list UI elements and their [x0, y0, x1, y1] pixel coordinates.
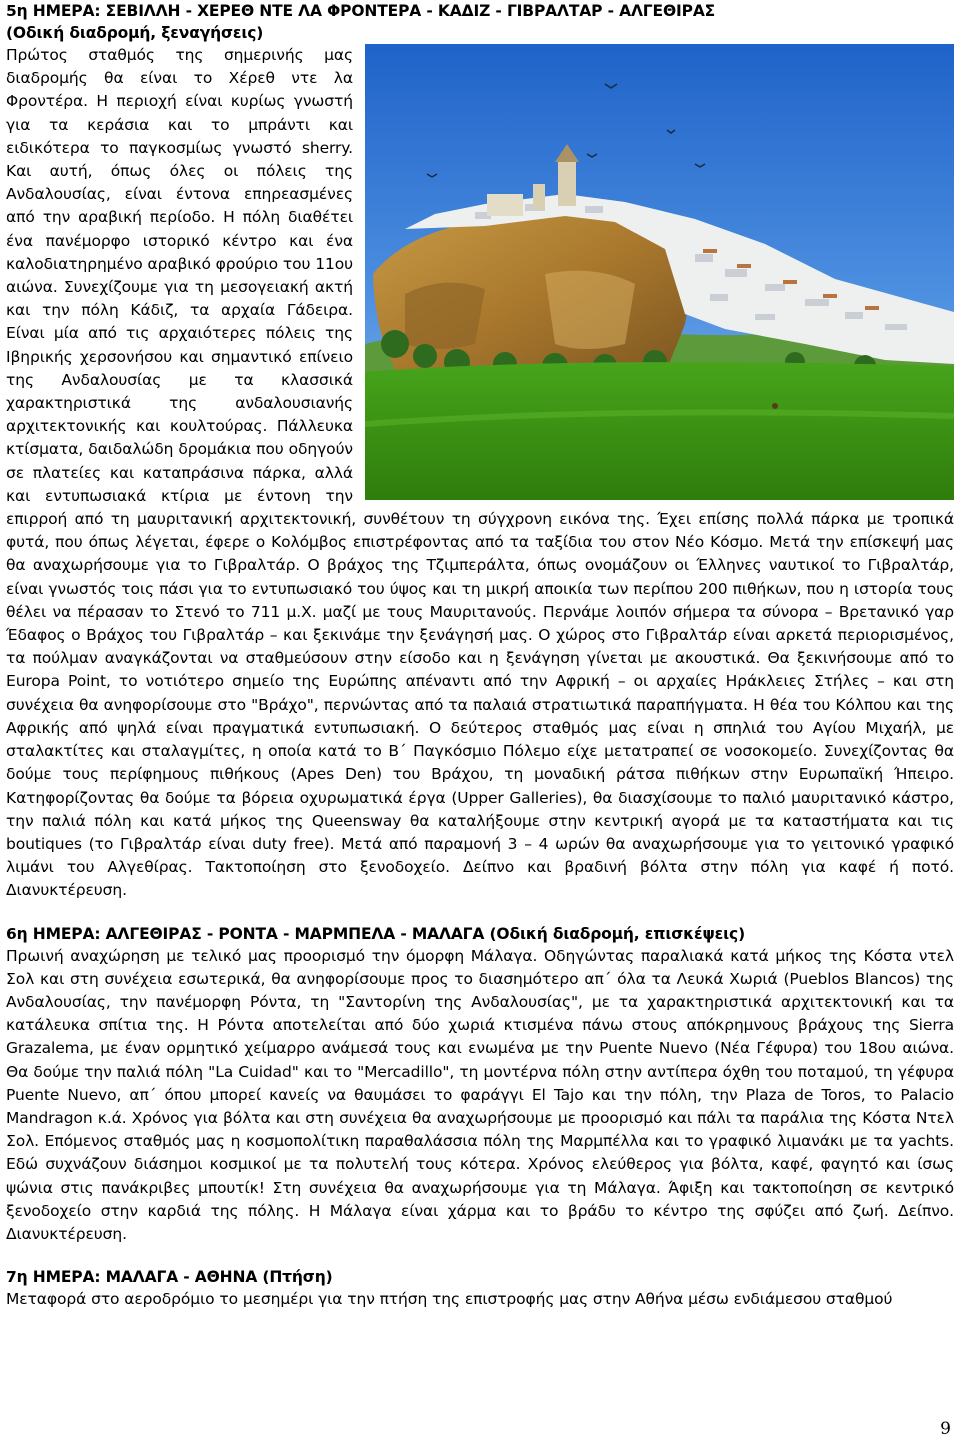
page-number: 9: [940, 1419, 951, 1439]
day5-subtitle: [6, 22, 954, 44]
hilltop-town-photo: [365, 44, 954, 500]
day7-title: 7η ΗΜΕΡΑ: ΜΑΛΑΓΑ - ΑΘΗΝΑ (Πτήση): [6, 1268, 333, 1287]
day5-title-line1: 5η ΗΜΕΡΑ: ΣΕΒΙΛΛΗ - ΧΕΡΕΘ ΝΤΕ ΛΑ ΦΡΟΝΤΕΡΑ - ΚΑΔΙΖ - ΓΙΒΡΑΛΤΑΡ - ΑΛΓΕΘΙΡΑΣ: [6, 2, 716, 20]
section-gap: [6, 1246, 954, 1266]
hilltop-white-town-photo-icon: [365, 44, 954, 500]
section-gap: [6, 903, 954, 923]
day7-description: Μεταφορά στο αεροδρόμιο το μεσημέρι για την πτήση της επιστροφής μας στην Αθήνα μέσω ενδιάμεσου σταθμού: [6, 1290, 893, 1309]
day6-title: 6η ΗΜΕΡΑ: ΑΛΓΕΘΙΡΑΣ - ΡΟΝΤΑ - ΜΑΡΜΠΕΛΑ - ΜΑΛΑΓΑ (Οδική διαδρομή, επισκέψεις): [6, 924, 746, 943]
day5-title: [6, 0, 954, 22]
day5-title-line2: (Οδική διαδρομή, ξεναγήσεις): [6, 24, 264, 42]
document-page: [6, 0, 954, 1311]
day5-description: Πρώτος σταθμός της σημερινής μας διαδρομής θα είναι το Χέρεθ ντε λα Φροντέρα. Η περιοχή είναι κυρίως γνωστή για τα κεράσια και το μπράντι και ειδικότερα το παγκοσμίως γνωστό sherry. Και αυτή, όπως όλες οι πόλεις της Ανδαλουσίας, είναι έντονα επηρεασμένες από την αραβική περίοδο. Η πόλη διαθέτει ένα πανέμορφο ιστορικό κέντρο και ένα καλοδιατηρημένο αραβικό φρούριο του 11ου αιώνα. Συνεχίζουμε για τη μεσογειακή ακτή και την πόλη Κάδιζ, τα αρχαία Γάδειρα. Είναι μία από τις αρχαιότερες πόλεις της Ιβηρικής χερσονήσου και σημαντικό επίνειο της Ανδαλουσίας με τα κλασσικά χαρακτηριστικά της ανδαλουσιανής αρχιτεκτονικής και κουλτούρας. Πάλλευκα κτίσματα, δαιδαλώδη δρομάκια που οδηγούν σε πλατείες και καταπράσινα πάρκα, αλλά και εντυπωσιακά κτίρια με έντονη την επιρροή από τη μαυριτανική αρχιτεκτονική, συνθέτουν τη σύγχρονη εικόνα της. Έχει επίσης πολλά πάρκα με τροπικά φυτά, που όπως λέγεται, έφερε ο Κολόμβος επιστρέφοντας από τα ταξίδια του στον Νέο Κόσμο. Μετά την επίσκεψή μας θα αναχωρήσουμε για το Γιβραλτάρ. Ο βράχος της Τζιμπεράλτα, όπως ονομάζουν οι Έλληνες ναυτικοί το Γιβραλτάρ, είναι γνωστός τοις πάσι για το εντυπωσιακό του ύψος και τη μικρή αποικία των περίπου 200 πιθήκων, που η ιστορία τους θέλει να πέρασαν το Στενό το 711 μ.Χ. μαζί με τους Μαυριτανούς. Περνάμε λοιπόν σήμερα τα σύνορα – Βρετανικό γαρ Έδαφος ο Βράχος του Γιβραλτάρ – και ξεκινάμε την ξενάγησή μας. Ο χώρος στο Γιβραλτάρ είναι αρκετά περιορισμένος, τα πούλμαν αναγκάζονται να σταθμεύσουν στην είσοδο και η ξενάγηση γίνεται με ακουστικά. Θα ξεκινήσουμε από το Europa Point, το νοτιότερο σημείο της Ευρώπης απέναντι από την Αφρική – οι αρχαίες Ηράκλειες Στήλες – και στη συνέχεια θα ανηφορίσουμε στο "Βράχο", περνώντας από τα παλαιά στρατιωτικά παραπήγματα. Η θέα του Κόλπου και της Αφρικής από ψηλά είναι πραγματικά εντυπωσιακή. Ο δεύτερος σταθμός μας είναι η σπηλιά του Αγίου Μιχαήλ, με σταλακτίτες και σταλαγμίτες, η οποία κατά το Β΄ Παγκόσμιο Πόλεμο είχε μετατραπεί σε νοσοκομείο. Συνεχίζοντας θα δούμε τους περίφημους πιθήκους (Apes Den) του Βράχου, τη μοναδική ράτσα πιθήκων στην Ευρωπαϊκή Ήπειρο. Κατηφορίζοντας θα δούμε τα βόρεια οχυρωματικά έργα (Upper Galleries), θα διασχίσουμε το παλιό μαυριτανικό κάστρο, την παλιά πόλη και κατά μήκος της Queensway θα καταλήξουμε στην κεντρική αγορά με τα καταστήματα και τις boutiques (το Γιβραλτάρ είναι duty free). Μετά από παραμονή 3 – 4 ωρών θα αναχωρήσουμε για το γειτονικό γραφικό λιμάνι του Αλγεθίρας. Τακτοποίηση στο ξενοδοχείο. Δείπνο και βραδινή βόλτα στην πόλη για καφέ ή ποτό. Διανυκτέρευση.: [6, 46, 954, 900]
day6-description: Πρωινή αναχώρηση με τελικό μας προορισμό την όμορφη Μάλαγα. Οδηγώντας παραλιακά κατά μήκος της Κόστα ντελ Σολ και στη συνέχεια εσωτερικά, θα ανηφορίσουμε προς το διασημότερο απ΄ όλα τα Λευκά Χωριά (Pueblos Blancos) της Ανδαλουσίας, την πανέμορφη Ρόντα, τη "Σαντορίνη της Ανδαλουσίας", με τα χαρακτηριστικά αρχιτεκτονική και τα κατάλευκα σπίτια της. Η Ρόντα αποτελείται από δύο χωριά κτισμένα πάνω στους απόκρημνους βράχους της Sierra Grazalema, με έναν ορμητικό χείμαρρο ανάμεσά τους και ενωμένα με την Puente Nuevo (Νέα Γέφυρα) του 18ου αιώνα. Θα δούμε την παλιά πόλη "La Cuidad" και το "Mercadillo", τη μοντέρνα πόλη στην αντίπερα όχθη του ποταμού, τη γέφυρα Puente Nuevo, απ΄ όπου μπορεί κανείς να θαυμάσει το φαράγγι El Tajo και την πόλη, την Plaza de Toros, το Palacio Mandragon κ.ά. Χρόνος για βόλτα και στη συνέχεια θα αναχωρήσουμε με προορισμό και πάλι τα παράλια της Κόστα Ντελ Σολ. Επόμενος σταθμός μας η κοσμοπολίτικη παραθαλάσσια πόλη της Μαρμπέλλα και το γραφικό λιμανάκι με τα yachts. Εδώ συχνάζουν διάσημοι κοσμικοί με τα πολυτελή τους κότερα. Χρόνος ελεύθερος για βόλτα, καφέ, φαγητό και ίσως ψώνια στις πανάκριβες μπουτίκ! Στη συνέχεια θα αναχωρήσουμε για τη Μάλαγα. Άφιξη και τακτοποίηση σε κεντρικό ξενοδοχείο στην καρδιά της πόλης. Η Μάλαγα είναι χάρμα και το βράδυ το κέντρο της σφύζει από ζωή. Δείπνο. Διανυκτέρευση.: [6, 946, 954, 1243]
